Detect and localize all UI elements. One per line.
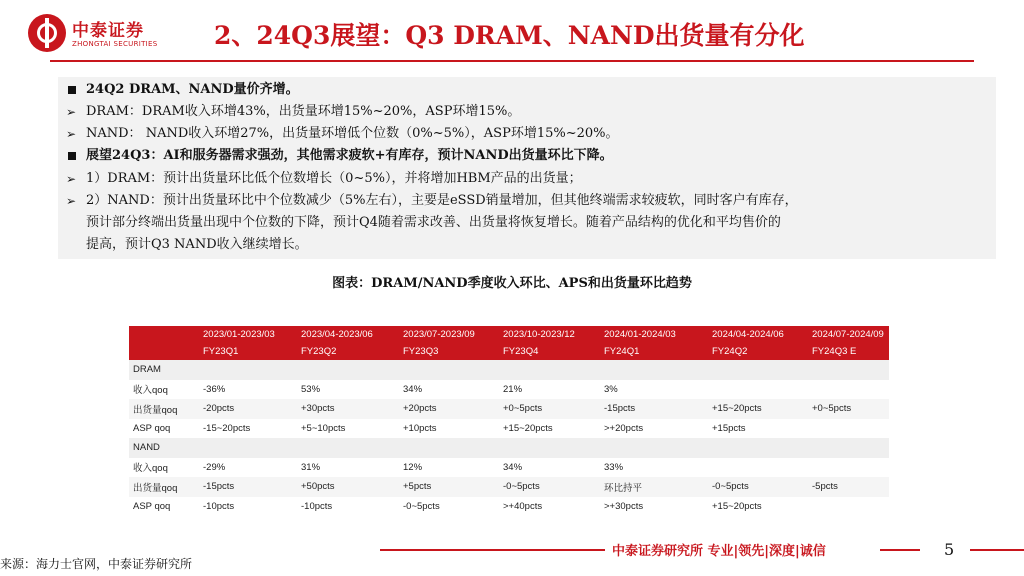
table-cell: +20pcts — [399, 399, 499, 419]
table-body — [129, 360, 889, 516]
logo-emblem-icon — [28, 14, 66, 52]
section-label: NAND — [129, 438, 889, 458]
table-cell: >+40pcts — [499, 497, 600, 517]
summary-line: 提高，预计Q3 NAND收入继续增长。 — [86, 237, 308, 252]
arrow-bullet-icon: ➢ — [66, 172, 77, 186]
table-cell: +15~20pcts — [708, 497, 808, 517]
table-section-row — [129, 438, 889, 458]
table-cell — [808, 497, 889, 517]
table-cell: >+20pcts — [600, 419, 708, 439]
source-note: 来源：海力士官网，中泰证券研究所 — [0, 557, 193, 571]
square-bullet-icon — [68, 86, 76, 94]
data-table — [129, 326, 889, 516]
table-cell — [708, 458, 808, 478]
company-logo — [28, 14, 198, 56]
header-period: 2023/04-2023/06 — [297, 326, 399, 343]
square-bullet-icon — [68, 152, 76, 160]
table-cell: -15pcts — [600, 399, 708, 419]
header-period: 2023/07-2023/09 — [399, 326, 499, 343]
table-cell: -29% — [199, 458, 297, 478]
table-cell: 33% — [600, 458, 708, 478]
table-cell: +15~20pcts — [499, 419, 600, 439]
table-cell: 34% — [499, 458, 600, 478]
table-cell: -10pcts — [297, 497, 399, 517]
table-cell — [708, 380, 808, 400]
table-cell: 34% — [399, 380, 499, 400]
header-period: 2024/04-2024/06 — [708, 326, 808, 343]
table-header-row-fiscal — [129, 343, 889, 360]
footer-divider-right — [880, 549, 920, 551]
table-cell: +30pcts — [297, 399, 399, 419]
footer-divider-left — [380, 549, 605, 551]
table-cell: +10pcts — [399, 419, 499, 439]
table-cell: -0~5pcts — [499, 477, 600, 497]
table-cell: +0~5pcts — [499, 399, 600, 419]
table-cell: -15~20pcts — [199, 419, 297, 439]
arrow-bullet-icon: ➢ — [66, 105, 77, 119]
table-row — [129, 380, 889, 400]
table-header-row-periods — [129, 326, 889, 343]
table-cell: +0~5pcts — [808, 399, 889, 419]
table-cell: 53% — [297, 380, 399, 400]
table-cell: +15pcts — [708, 419, 808, 439]
table-cell: -0~5pcts — [399, 497, 499, 517]
logo-english-name: ZHONGTAI SECURITIES — [72, 40, 158, 48]
page-number: 5 — [944, 540, 955, 559]
table-cell: 12% — [399, 458, 499, 478]
footer-brand: 中泰证券研究所 专业|领先|深度|诚信 — [612, 544, 826, 559]
header-period: 2024/07-2024/09 — [808, 326, 889, 343]
section-label: DRAM — [129, 360, 889, 380]
table-corner-cell — [129, 326, 199, 343]
table-cell: +5~10pcts — [297, 419, 399, 439]
table-cell: 环比持平 — [600, 477, 708, 497]
summary-line: 2）NAND：预计出货量环比中个位数减少（5%左右），主要是eSSD销量增加，但其他终端需求较疲软，同时客户有库存， — [86, 193, 798, 208]
table-cell: -0~5pcts — [708, 477, 808, 497]
table-cell: 31% — [297, 458, 399, 478]
table-cell: -36% — [199, 380, 297, 400]
title-divider — [50, 60, 974, 62]
table-cell: +5pcts — [399, 477, 499, 497]
table-cell: -15pcts — [199, 477, 297, 497]
table-cell — [808, 458, 889, 478]
header-fiscal: FY24Q3 E — [808, 343, 889, 360]
summary-line: 24Q2 DRAM、NAND量价齐增。 — [86, 82, 299, 97]
table-row — [129, 399, 889, 419]
header-period: 2024/01-2024/03 — [600, 326, 708, 343]
header-period: 2023/10-2023/12 — [499, 326, 600, 343]
table-cell: -5pcts — [808, 477, 889, 497]
table-cell: 21% — [499, 380, 600, 400]
header-fiscal: FY23Q3 — [399, 343, 499, 360]
summary-line: 预计部分终端出货量出现中个位数的下降，预计Q4随着需求改善、出货量将恢复增长。随着产品结构的优化和平均售价的 — [86, 215, 781, 230]
header-fiscal: FY23Q1 — [199, 343, 297, 360]
row-label: 收入qoq — [129, 380, 199, 400]
table-cell — [808, 380, 889, 400]
summary-line: NAND： NAND收入环增27%，出货量环增低个位数（0%~5%），ASP环增15%~20%。 — [86, 126, 619, 141]
arrow-bullet-icon: ➢ — [66, 127, 77, 141]
row-label: 收入qoq — [129, 458, 199, 478]
summary-line: 展望24Q3：AI和服务器需求强劲，其他需求疲软+有库存，预计NAND出货量环比下降。 — [86, 148, 613, 163]
table-row — [129, 477, 889, 497]
table-cell: 3% — [600, 380, 708, 400]
table-corner-cell — [129, 343, 199, 360]
table-cell: +15~20pcts — [708, 399, 808, 419]
row-label: ASP qoq — [129, 419, 199, 439]
summary-line: DRAM：DRAM收入环增43%，出货量环增15%~20%，ASP环增15%。 — [86, 104, 521, 119]
row-label: 出货量qoq — [129, 399, 199, 419]
row-label: ASP qoq — [129, 497, 199, 517]
figure-title: 图表：DRAM/NAND季度收入环比、APS和出货量环比趋势 — [332, 276, 692, 291]
table-cell: +50pcts — [297, 477, 399, 497]
header-period: 2023/01-2023/03 — [199, 326, 297, 343]
arrow-bullet-icon: ➢ — [66, 194, 77, 208]
page-title: 2、24Q3展望：Q3 DRAM、NAND出货量有分化 — [214, 21, 805, 50]
footer-divider-far-right — [970, 549, 1024, 551]
header-fiscal: FY24Q1 — [600, 343, 708, 360]
table-cell: -10pcts — [199, 497, 297, 517]
row-label: 出货量qoq — [129, 477, 199, 497]
table-cell: -20pcts — [199, 399, 297, 419]
table-section-row — [129, 360, 889, 380]
summary-line: 1）DRAM：预计出货量环比低个位数增长（0~5%），并将增加HBM产品的出货量； — [86, 171, 582, 186]
table-cell: >+30pcts — [600, 497, 708, 517]
table-row — [129, 458, 889, 478]
header-fiscal: FY24Q2 — [708, 343, 808, 360]
header-fiscal: FY23Q2 — [297, 343, 399, 360]
logo-name: 中泰证券 — [72, 21, 144, 41]
header-fiscal: FY23Q4 — [499, 343, 600, 360]
table-cell — [808, 419, 889, 439]
table-row — [129, 419, 889, 439]
table-row — [129, 497, 889, 517]
